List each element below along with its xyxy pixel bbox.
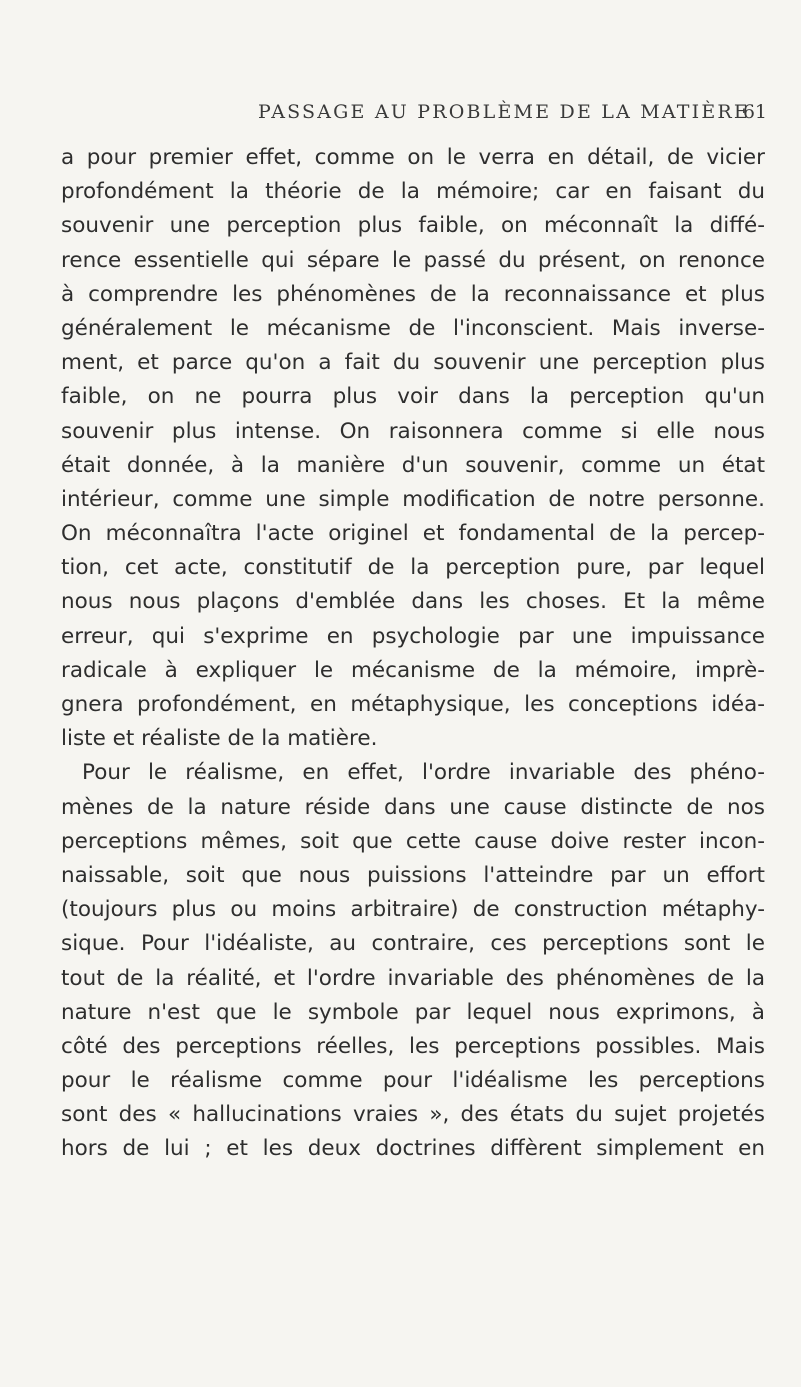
text-line: tion, cet acte, constitutif de la perception pure, par lequel: [61, 555, 765, 581]
text-line: profondément la théorie de la mémoire; car en faisant du: [61, 179, 765, 205]
text-line: généralement le mécanisme de l'inconscient. Mais inverse-: [61, 315, 765, 341]
text-line: tout de la réalité, et l'ordre invariable des phénomènes de la: [61, 965, 765, 991]
text-line: pour le réalisme comme pour l'idéalisme les perceptions: [61, 1068, 765, 1094]
text-line: à comprendre les phénomènes de la reconnaissance et plus: [61, 281, 765, 307]
text-line: était donnée, à la manière d'un souvenir, comme un état: [61, 452, 765, 478]
text-line: faible, on ne pourra plus voir dans la perception qu'un: [61, 384, 765, 410]
text-line: souvenir plus intense. On raisonnera comme si elle nous: [61, 418, 765, 444]
text-line: radicale à expliquer le mécanisme de la mémoire, imprè-: [61, 657, 765, 683]
text-line: rence essentielle qui sépare le passé du présent, on renonce: [61, 247, 765, 273]
text-line: sont des « hallucinations vraies », des états du sujet projetés: [61, 1102, 765, 1128]
text-line: souvenir une perception plus faible, on méconnaît la diffé-: [61, 213, 765, 239]
text-line: Pour le réalisme, en effet, l'ordre invariable des phéno-: [82, 760, 765, 786]
text-line: perceptions mêmes, soit que cette cause doive rester incon-: [61, 828, 765, 854]
text-line: nous nous plaçons d'emblée dans les choses. Et la même: [61, 589, 765, 615]
running-title: PASSAGE AU PROBLÈME DE LA MATIÈRE: [258, 101, 751, 123]
paragraph-1: [61, 141, 765, 756]
page-number: 61: [742, 101, 767, 123]
body-text: [61, 141, 765, 1167]
text-line: (toujours plus ou moins arbitraire) de construction métaphy-: [61, 897, 765, 923]
text-line: erreur, qui s'exprime en psychologie par une impuissance: [61, 623, 765, 649]
paragraph-2: [61, 756, 765, 1166]
text-line: naissable, soit que nous puissions l'atteindre par un effort: [61, 862, 765, 888]
text-line: intérieur, comme une simple modification de notre personne.: [61, 486, 765, 512]
text-line: ment, et parce qu'on a fait du souvenir une perception plus: [61, 350, 765, 376]
text-line: nature n'est que le symbole par lequel nous exprimons, à: [61, 999, 765, 1025]
text-line: hors de lui ; et les deux doctrines diffèrent simplement en: [61, 1136, 765, 1162]
running-head: [248, 101, 767, 135]
text-line: On méconnaîtra l'acte originel et fondamental de la percep-: [61, 521, 765, 547]
text-line: liste et réaliste de la matière.: [61, 726, 378, 752]
text-line: côté des perceptions réelles, les perceptions possibles. Mais: [61, 1033, 765, 1059]
text-line: a pour premier effet, comme on le verra en détail, de vicier: [61, 145, 765, 170]
text-line: sique. Pour l'idéaliste, au contraire, ces perceptions sont le: [61, 931, 765, 957]
text-line: gnera profondément, en métaphysique, les conceptions idéa-: [61, 692, 765, 717]
text-line: mènes de la nature réside dans une cause distincte de nos: [61, 794, 765, 820]
